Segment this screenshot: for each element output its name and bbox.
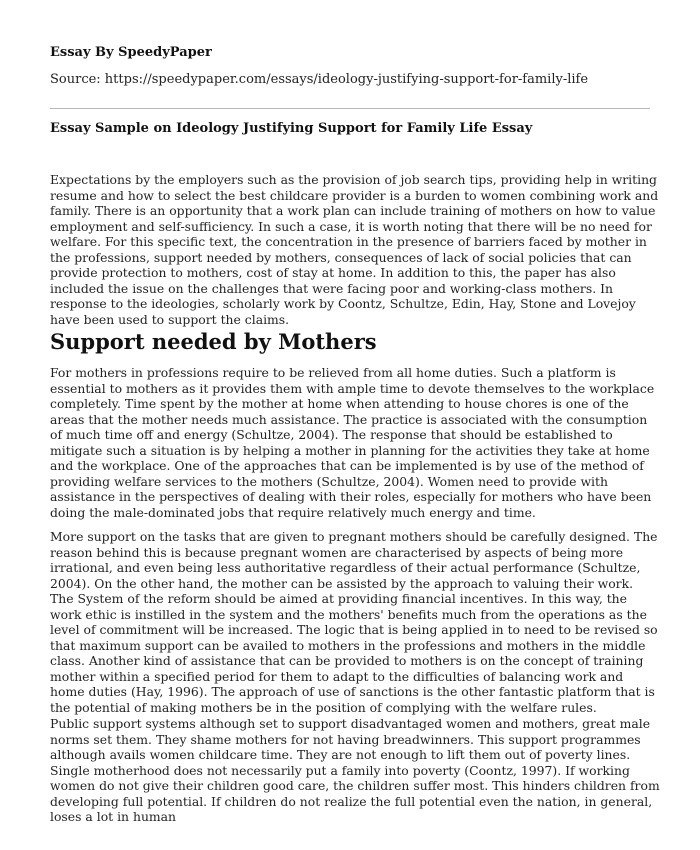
essay-title: Essay Sample on Ideology Justifying Support for Family Life Essay xyxy=(50,121,533,136)
section-heading: Support needed by Mothers xyxy=(50,329,377,354)
brand-header: Essay By SpeedyPaper xyxy=(50,45,212,60)
body-paragraph: More support on the tasks that are given to pregnant mothers should be carefully designed. The reason behind this is because pregnant women are characterised by aspects of being more irrational, and even being less authoritative regardless of their actual performance (Schultze, 2004). On the other hand, the mother can be assisted by the approach to valuing their work. The System of the reform should be aimed at providing financial incentives. In this way, the work ethic is instilled in the system and the mothers' benefits much from the operations as the level of commitment will be increased. The logic that is being applied in to need to be revised so that maximum support can be availed to mothers in the professions and mothers in the middle class. Another kind of assistance that can be provided to mothers is on the concept of training mother within a specified period for them to adapt to the difficulties of balancing work and home duties (Hay, 1996). The approach of use of sanctions is the other fantastic platform that is the potential of making mothers be in the position of complying with the welfare rules. xyxy=(50,529,658,715)
intro-paragraph: Expectations by the employers such as the provision of job search tips, providing help in writing resume and how to select the best childcare provider is a burden to women combining work and family. There is an opportunity that a work plan can include training of mothers on how to value employment and self-sufficiency. In such a case, it is worth noting that there will be no need for welfare. For this specific text, the concentration in the presence of barriers faced by mother in the professions, support needed by mothers, consequences of lack of social policies that can provide protection to mothers, cost of stay at home. In addition to this, the paper has also included the issue on the challenges that were facing poor and working-class mothers. In response to the ideologies, scholarly work by Coontz, Schultze, Edin, Hay, Stone and Lovejoy have been used to support the claims. xyxy=(50,172,659,327)
body-paragraph: Public support systems although set to support disadvantaged women and mothers, great male norms set them. They shame mothers for not having breadwinners. This support programmes although avails women childcare time. They are not enough to lift them out of poverty lines. Single motherhood does not necessarily put a family into poverty (Coontz, 1997). If working women do not give their children good care, the children suffer most. This hinders children from developing full potential. If children do not realize the full potential even the nation, in general, loses a lot in human xyxy=(50,716,660,824)
source-line: Source: https://speedypaper.com/essays/ideology-justifying-support-for-family-life xyxy=(50,72,589,87)
header-divider xyxy=(50,108,650,109)
body-paragraph: For mothers in professions require to be relieved from all home duties. Such a platform is essential to mothers as it provides them with ample time to devote themselves to the workplace completely. Time spent by the mother at home when attending to house chores is one of the areas that the mother needs much assistance. The practice is associated with the consumption of much time off and energy (Schultze, 2004). The response that should be established to mitigate such a situation is by helping a mother in planning for the activities they take at home and the workplace. One of the approaches that can be implemented is by use of the method of providing welfare services to the mothers (Schultze, 2004). Women need to provide with assistance in the perspectives of dealing with their roles, especially for mothers who have been doing the male-dominated jobs that require relatively much energy and time. xyxy=(50,365,655,520)
